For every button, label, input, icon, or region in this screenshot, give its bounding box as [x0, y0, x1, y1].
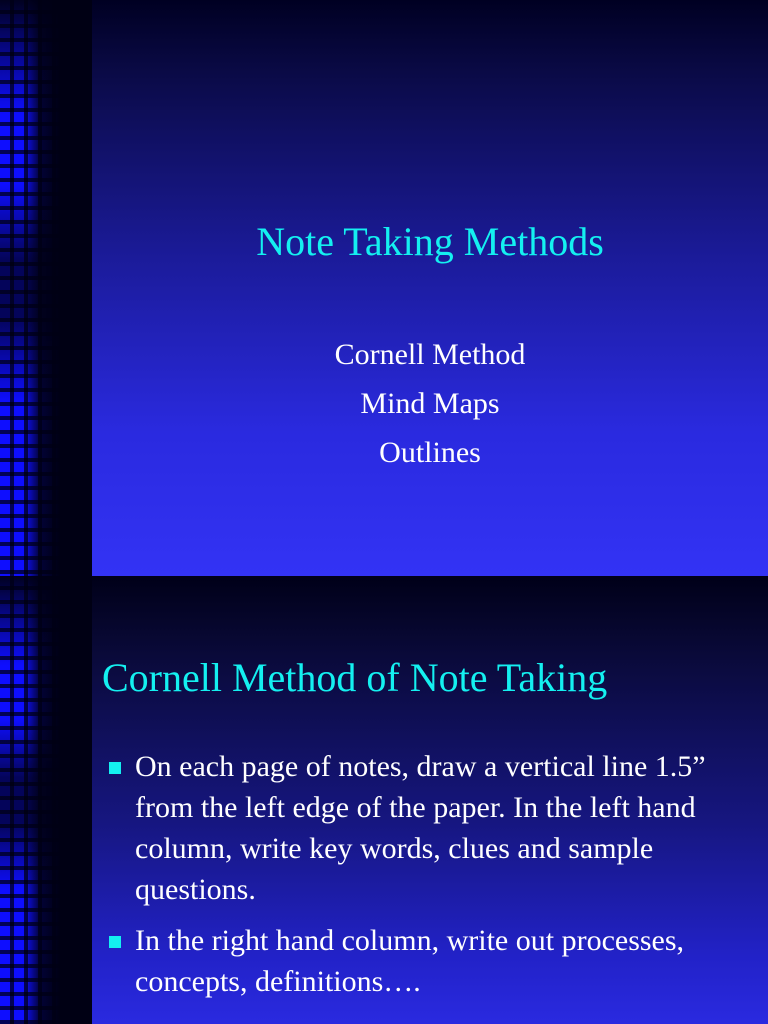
bullet-list [104, 746, 734, 1012]
square-bullet-icon [109, 762, 121, 774]
bullet-text: On each page of notes, draw a vertical line 1.5” from the left edge of the paper. In the left hand column, write key words, clues and sample questions. [135, 750, 706, 906]
bullet-item [104, 746, 734, 910]
slide-2 [0, 576, 768, 1024]
method-item-outlines: Outlines [379, 436, 481, 469]
square-bullet-icon [109, 936, 121, 948]
method-list [92, 330, 768, 477]
checkered-strip-decoration [0, 0, 92, 576]
slide-title: Note Taking Methods [256, 219, 604, 264]
slide-title: Cornell Method of Note Taking [102, 655, 608, 700]
method-item-cornell: Cornell Method [334, 338, 526, 371]
bullet-text: In the right hand column, write out processes, concepts, definitions…. [135, 924, 685, 998]
slide-background [92, 0, 768, 576]
checkered-strip-decoration [0, 576, 92, 1024]
bullet-item [104, 920, 734, 1002]
method-item-mind-maps: Mind Maps [360, 387, 500, 420]
